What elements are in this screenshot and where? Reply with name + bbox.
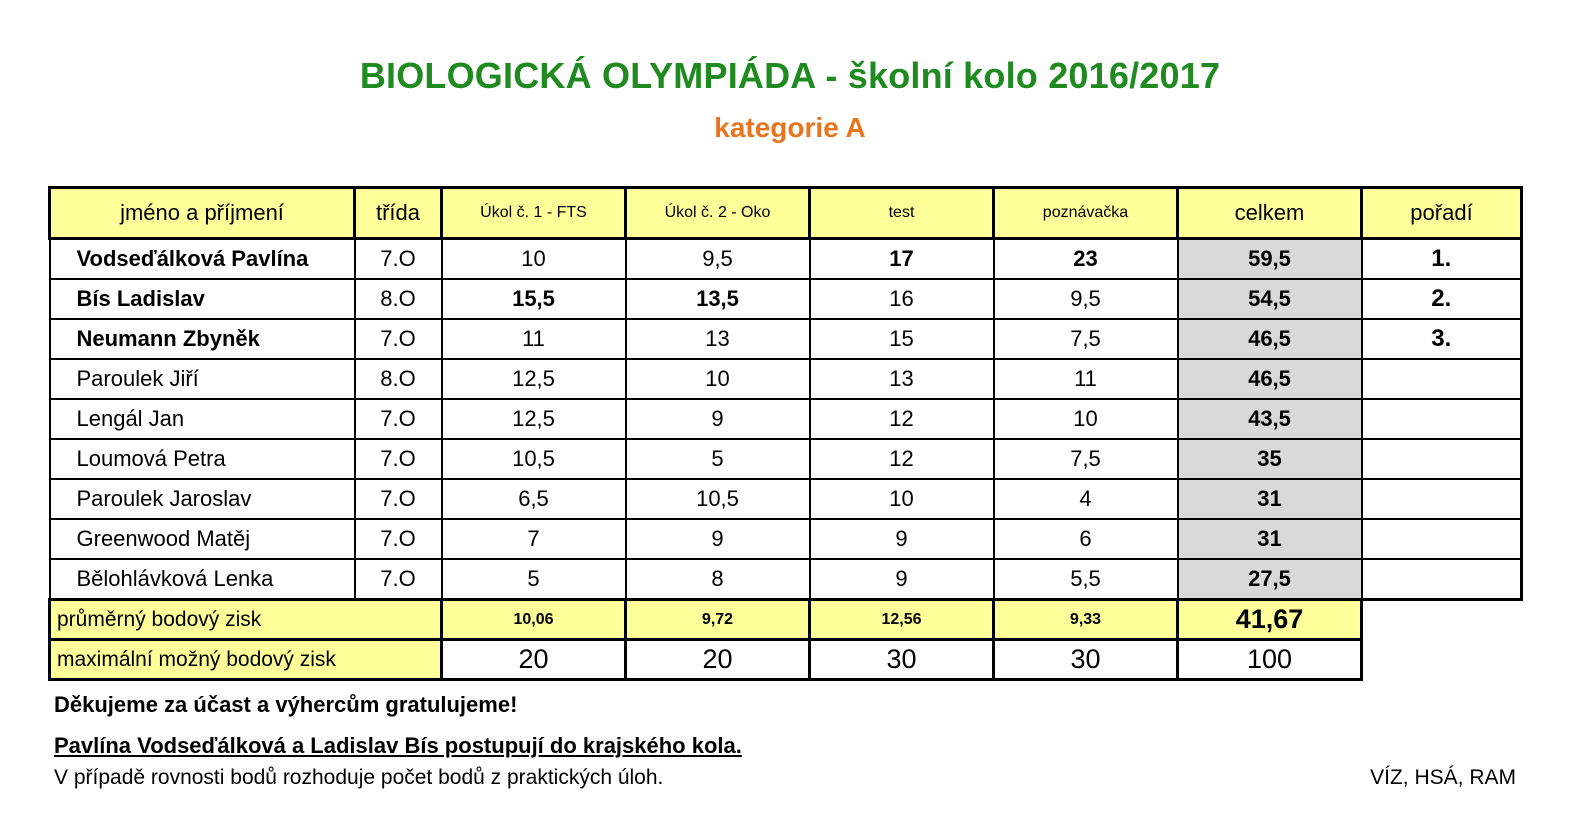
cell-class: 7.O bbox=[355, 439, 442, 479]
table-row bbox=[50, 359, 1522, 399]
cell-task1: 7 bbox=[442, 519, 626, 559]
cell-name: Bís Ladislav bbox=[50, 279, 355, 319]
cell-total: 35 bbox=[1178, 439, 1362, 479]
cell-task2: 5 bbox=[626, 439, 810, 479]
cell-task1: 11 bbox=[442, 319, 626, 359]
table-row bbox=[50, 399, 1522, 439]
average-quiz: 9,33 bbox=[994, 600, 1178, 640]
cell-task2: 10,5 bbox=[626, 479, 810, 519]
cell-test: 15 bbox=[810, 319, 994, 359]
cell-test: 10 bbox=[810, 479, 994, 519]
cell-test: 12 bbox=[810, 439, 994, 479]
cell-rank bbox=[1362, 359, 1522, 399]
table-row bbox=[50, 439, 1522, 479]
average-total: 41,67 bbox=[1178, 600, 1362, 640]
cell-name: Loumová Petra bbox=[50, 439, 355, 479]
cell-test: 12 bbox=[810, 399, 994, 439]
cell-total: 31 bbox=[1178, 479, 1362, 519]
header-class: třída bbox=[355, 188, 442, 239]
signature: VÍZ, HSÁ, RAM bbox=[1370, 766, 1516, 789]
cell-quiz: 7,5 bbox=[994, 439, 1178, 479]
maximum-quiz: 30 bbox=[994, 640, 1178, 680]
cell-rank bbox=[1362, 399, 1522, 439]
cell-name: Paroulek Jaroslav bbox=[50, 479, 355, 519]
header-test: test bbox=[810, 188, 994, 239]
maximum-task1: 20 bbox=[442, 640, 626, 680]
average-task2: 9,72 bbox=[626, 600, 810, 640]
cell-class: 7.O bbox=[355, 519, 442, 559]
table-row bbox=[50, 559, 1522, 600]
header-rank: pořadí bbox=[1362, 188, 1522, 239]
cell-class: 7.O bbox=[355, 559, 442, 600]
cell-total: 43,5 bbox=[1178, 399, 1362, 439]
cell-name: Neumann Zbyněk bbox=[50, 319, 355, 359]
cell-total: 59,5 bbox=[1178, 239, 1362, 280]
average-test: 12,56 bbox=[810, 600, 994, 640]
cell-total: 46,5 bbox=[1178, 359, 1362, 399]
cell-class: 8.O bbox=[355, 279, 442, 319]
cell-task1: 12,5 bbox=[442, 399, 626, 439]
cell-total: 54,5 bbox=[1178, 279, 1362, 319]
cell-task2: 13 bbox=[626, 319, 810, 359]
cell-name: Greenwood Matěj bbox=[50, 519, 355, 559]
header-task1: Úkol č. 1 - FTS bbox=[442, 188, 626, 239]
thanks-note: Děkujeme za účast a výhercům gratulujeme! bbox=[54, 692, 518, 717]
cell-name: Paroulek Jiří bbox=[50, 359, 355, 399]
cell-quiz: 11 bbox=[994, 359, 1178, 399]
cell-task2: 9 bbox=[626, 519, 810, 559]
cell-class: 7.O bbox=[355, 479, 442, 519]
table-row bbox=[50, 319, 1522, 359]
table-row bbox=[50, 519, 1522, 559]
cell-test: 13 bbox=[810, 359, 994, 399]
maximum-test: 30 bbox=[810, 640, 994, 680]
average-row bbox=[50, 600, 1522, 640]
page-subtitle: kategorie A bbox=[714, 112, 866, 143]
cell-quiz: 10 bbox=[994, 399, 1178, 439]
cell-quiz: 4 bbox=[994, 479, 1178, 519]
cell-class: 7.O bbox=[355, 319, 442, 359]
cell-task1: 10,5 bbox=[442, 439, 626, 479]
header-quiz: poznávačka bbox=[994, 188, 1178, 239]
cell-test: 9 bbox=[810, 559, 994, 600]
cell-rank: 1. bbox=[1362, 239, 1522, 280]
maximum-total: 100 bbox=[1178, 640, 1362, 680]
cell-task2: 10 bbox=[626, 359, 810, 399]
cell-total: 31 bbox=[1178, 519, 1362, 559]
cell-rank bbox=[1362, 519, 1522, 559]
cell-test: 17 bbox=[810, 239, 994, 280]
cell-task1: 5 bbox=[442, 559, 626, 600]
cell-task2: 13,5 bbox=[626, 279, 810, 319]
cell-quiz: 6 bbox=[994, 519, 1178, 559]
cell-task1: 12,5 bbox=[442, 359, 626, 399]
cell-task1: 6,5 bbox=[442, 479, 626, 519]
average-label: průměrný bodový zisk bbox=[50, 600, 442, 640]
maximum-task2: 20 bbox=[626, 640, 810, 680]
cell-test: 16 bbox=[810, 279, 994, 319]
cell-class: 7.O bbox=[355, 239, 442, 280]
cell-rank: 3. bbox=[1362, 319, 1522, 359]
cell-rank bbox=[1362, 479, 1522, 519]
header-task2: Úkol č. 2 - Oko bbox=[626, 188, 810, 239]
maximum-row bbox=[50, 640, 1522, 680]
average-task1: 10,06 bbox=[442, 600, 626, 640]
header-name: jméno a příjmení bbox=[50, 188, 355, 239]
tiebreak-rule-note: V případě rovnosti bodů rozhoduje počet bodů z praktických úloh. bbox=[54, 766, 664, 789]
cell-total: 27,5 bbox=[1178, 559, 1362, 600]
table-header-row bbox=[50, 188, 1522, 239]
cell-name: Bělohlávková Lenka bbox=[50, 559, 355, 600]
cell-class: 7.O bbox=[355, 399, 442, 439]
cell-task2: 9 bbox=[626, 399, 810, 439]
advance-note: Pavlína Vodseďálková a Ladislav Bís postupují do krajského kola. bbox=[54, 733, 742, 758]
cell-rank bbox=[1362, 559, 1522, 600]
cell-rank bbox=[1362, 439, 1522, 479]
cell-task2: 9,5 bbox=[626, 239, 810, 280]
cell-class: 8.O bbox=[355, 359, 442, 399]
results-table bbox=[48, 186, 1523, 681]
empty-cell bbox=[1362, 600, 1522, 640]
cell-name: Vodseďálková Pavlína bbox=[50, 239, 355, 280]
table-row bbox=[50, 239, 1522, 280]
cell-task2: 8 bbox=[626, 559, 810, 600]
cell-name: Lengál Jan bbox=[50, 399, 355, 439]
cell-quiz: 7,5 bbox=[994, 319, 1178, 359]
cell-rank: 2. bbox=[1362, 279, 1522, 319]
header-total: celkem bbox=[1178, 188, 1362, 239]
cell-quiz: 5,5 bbox=[994, 559, 1178, 600]
maximum-label: maximální možný bodový zisk bbox=[50, 640, 442, 680]
cell-total: 46,5 bbox=[1178, 319, 1362, 359]
table-row bbox=[50, 279, 1522, 319]
cell-quiz: 23 bbox=[994, 239, 1178, 280]
cell-test: 9 bbox=[810, 519, 994, 559]
cell-quiz: 9,5 bbox=[994, 279, 1178, 319]
cell-task1: 15,5 bbox=[442, 279, 626, 319]
page-title: BIOLOGICKÁ OLYMPIÁDA - školní kolo 2016/2017 bbox=[359, 55, 1221, 96]
empty-cell bbox=[1362, 640, 1522, 680]
table-row bbox=[50, 479, 1522, 519]
cell-task1: 10 bbox=[442, 239, 626, 280]
